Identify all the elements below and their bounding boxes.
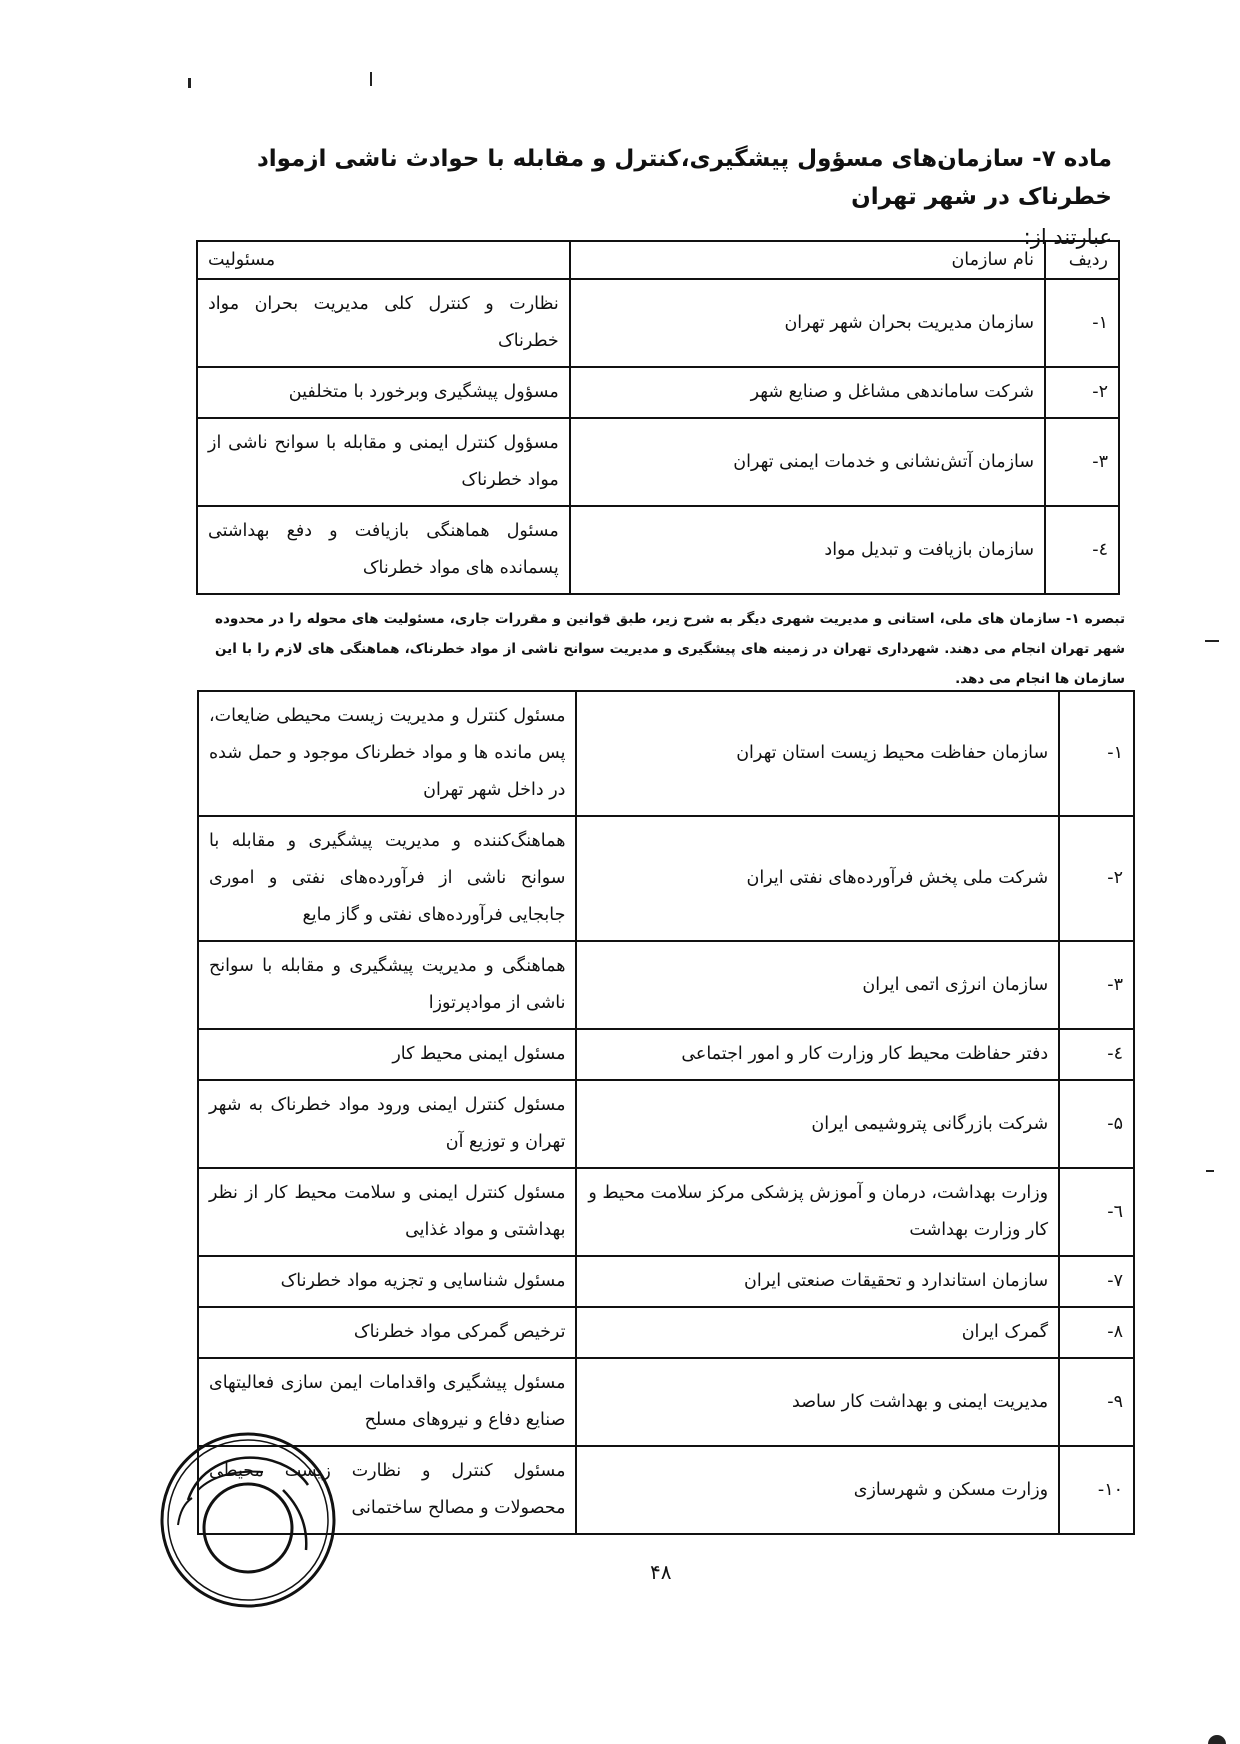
scan-speck — [1208, 1735, 1226, 1744]
note-paragraph: تبصره ۱- سازمان های ملی، استانی و مدیریت شهری دیگر به شرح زیر، طبق قوانین و مقررات جاری، مسئولیت های محوله را در محدوده شهر تهران انجام می دهند. شهرداری تهران در زمینه های پیشگیری و مدیریت سوانح ناشی از مواد خطرناک، هماهنگی های لازم را با این سازمان ها انجام می دهد. — [215, 610, 1126, 687]
responsibility: مسئول شناسایی و تجزیه مواد خطرناک — [198, 1256, 576, 1307]
table-row — [198, 1446, 1134, 1534]
row-number: ۳- — [1059, 941, 1134, 1029]
article-title — [192, 140, 1112, 216]
row-number: ۱- — [1059, 691, 1134, 816]
organization-name: سازمان بازیافت و تبدیل مواد — [570, 506, 1045, 594]
responsibility: مسئول ایمنی محیط کار — [198, 1029, 576, 1080]
header-row-number: ردیف — [1045, 241, 1119, 279]
organization-name: شرکت بازرگانی پتروشیمی ایران — [576, 1080, 1059, 1168]
responsibility: نظارت و کنترل کلی مدیریت بحران مواد خطرناک — [197, 279, 570, 367]
responsibility: هماهنگ‌کننده و مدیریت پیشگیری و مقابله با سوانح ناشی از فرآورده‌های نفتی و اموری جابجایی فرآورده‌های نفتی و گاز مایع — [198, 816, 576, 941]
scan-speck — [1205, 640, 1219, 642]
table-row — [198, 1029, 1134, 1080]
row-number: ۸- — [1059, 1307, 1134, 1358]
article-heading — [192, 140, 1112, 254]
organization-name: وزارت بهداشت، درمان و آموزش پزشکی مرکز سلامت محیط و کار وزارت بهداشت — [576, 1168, 1059, 1256]
responsibility: ترخیص گمرکی مواد خطرناک — [198, 1307, 576, 1358]
organization-name: وزارت مسکن و شهرسازی — [576, 1446, 1059, 1534]
row-number: ۹- — [1059, 1358, 1134, 1446]
organization-name: مدیریت ایمنی و بهداشت کار ساصد — [576, 1358, 1059, 1446]
table-row — [198, 691, 1134, 816]
responsibility: مسئول کنترل و مدیریت زیست محیطی ضایعات، پس مانده ها و مواد خطرناک موجود و حمل شده در داخل شهر تهران — [198, 691, 576, 816]
table-row — [197, 418, 1119, 506]
organization-name: شرکت ملی پخش فرآورده‌های نفتی ایران — [576, 816, 1059, 941]
responsibility: مسئول کنترل ایمنی و سلامت محیط کار از نظر بهداشتی و مواد غذایی — [198, 1168, 576, 1256]
organization-name: سازمان مدیریت بحران شهر تهران — [570, 279, 1045, 367]
scan-speck — [1206, 1170, 1214, 1172]
scan-speck — [188, 78, 191, 88]
row-number: ۲- — [1059, 816, 1134, 941]
responsibility: مسؤول پیشگیری وبرخورد با متخلفین — [197, 367, 570, 418]
table-row — [198, 1307, 1134, 1358]
organization-name: سازمان انرژی اتمی ایران — [576, 941, 1059, 1029]
table-row — [197, 367, 1119, 418]
article-title-text: سازمان‌های مسؤول پیشگیری،کنترل و مقابله با حوادث ناشی ازمواد خطرناک در شهر تهران — [256, 146, 1112, 210]
organization-name: سازمان حفاظت محیط زیست استان تهران — [576, 691, 1059, 816]
responsibility: مسئول کنترل و نظارت زیست محیطی محصولات و مصالح ساختمانی — [198, 1446, 576, 1534]
header-organization-name: نام سازمان — [570, 241, 1045, 279]
header-responsibility: مسئولیت — [197, 241, 570, 279]
table-header-row — [197, 241, 1119, 279]
row-number: ٦- — [1059, 1168, 1134, 1256]
row-number: ٤- — [1045, 506, 1119, 594]
row-number: ۷- — [1059, 1256, 1134, 1307]
article-number: ماده ۷- — [1032, 146, 1112, 172]
organization-name: گمرک ایران — [576, 1307, 1059, 1358]
responsibility: مسؤول کنترل ایمنی و مقابله با سوانح ناشی از مواد خطرناک — [197, 418, 570, 506]
table-row — [198, 816, 1134, 941]
organizations-table-2 — [197, 690, 1135, 1535]
table-row — [198, 941, 1134, 1029]
table-row — [198, 1256, 1134, 1307]
organizations-table-1 — [196, 240, 1120, 595]
table-row — [198, 1358, 1134, 1446]
row-number: ۱- — [1045, 279, 1119, 367]
responsibility: مسئول پیشگیری واقدامات ایمن سازی فعالیتهای صنایع دفاع و نیروهای مسلح — [198, 1358, 576, 1446]
scan-speck — [370, 72, 372, 86]
organization-name: شرکت ساماندهی مشاغل و صنایع شهر — [570, 367, 1045, 418]
table-row — [197, 506, 1119, 594]
table-row — [198, 1168, 1134, 1256]
table-row — [197, 279, 1119, 367]
article-title-continuation: عبارتند از: — [1023, 225, 1112, 249]
row-number: ۱۰- — [1059, 1446, 1134, 1534]
organization-name: دفتر حفاظت محیط کار وزارت کار و امور اجتماعی — [576, 1029, 1059, 1080]
responsibility: مسئول هماهنگی بازیافت و دفع بهداشتی پسمانده های مواد خطرناک — [197, 506, 570, 594]
table-row — [198, 1080, 1134, 1168]
row-number: ۲- — [1045, 367, 1119, 418]
row-number: ۳- — [1045, 418, 1119, 506]
row-number: ۵- — [1059, 1080, 1134, 1168]
organization-name: سازمان آتش‌نشانی و خدمات ایمنی تهران — [570, 418, 1045, 506]
official-seal — [158, 1430, 338, 1610]
row-number: ٤- — [1059, 1029, 1134, 1080]
organization-name: سازمان استاندارد و تحقیقات صنعتی ایران — [576, 1256, 1059, 1307]
responsibility: مسئول کنترل ایمنی ورود مواد خطرناک به شهر تهران و توزیع آن — [198, 1080, 576, 1168]
page-number: ۴۸ — [650, 1560, 672, 1584]
responsibility: هماهنگی و مدیریت پیشگیری و مقابله با سوانح ناشی از موادپرتوزا — [198, 941, 576, 1029]
